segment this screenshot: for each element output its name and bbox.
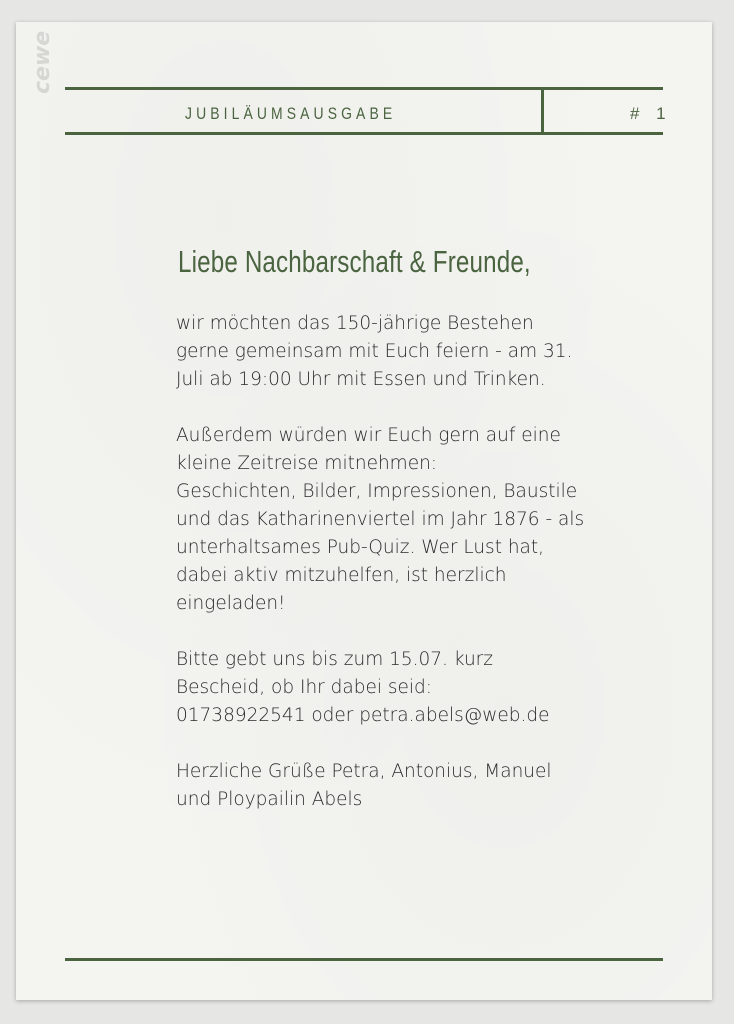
text-line: kleine Zeitreise mitnehmen: xyxy=(176,453,438,474)
letter-body xyxy=(176,310,646,842)
text-line: Juli ab 19:00 Uhr mit Essen und Trinken. xyxy=(176,369,546,390)
text-line: und das Katharinenviertel im Jahr 1876 - als xyxy=(176,509,585,530)
edition-label: JUBILÄUMSAUSGABE xyxy=(185,104,397,123)
salutation-heading: Liebe Nachbarschaft & Freunde, xyxy=(178,244,531,279)
text-line: Bescheid, ob Ihr dabei seid: xyxy=(176,677,433,698)
header-bottom-rule xyxy=(65,132,663,135)
text-line: Geschichten, Bilder, Impressionen, Baustile xyxy=(176,481,578,502)
text-line: gerne gemeinsam mit Euch feiern - am 31. xyxy=(176,341,573,362)
text-line: Außerdem würden wir Euch gern auf eine xyxy=(176,425,561,446)
issue-number: # 1 xyxy=(630,104,672,123)
paragraph-invitation xyxy=(176,310,646,394)
header-divider xyxy=(541,87,544,135)
contact-line: 01738922541 oder petra.abels@web.de xyxy=(176,705,550,726)
closing-signature xyxy=(176,758,646,814)
invitation-card xyxy=(16,22,712,1000)
text-line: und Ploypailin Abels xyxy=(176,789,363,810)
footer-rule xyxy=(65,958,663,961)
cewe-watermark-logo: cewe xyxy=(30,30,55,94)
text-line: dabei aktiv mitzuhelfen, ist herzlich xyxy=(176,565,507,586)
text-line: eingeladen! xyxy=(176,593,286,614)
paragraph-quiz xyxy=(176,422,646,618)
text-line: Herzliche Grüße Petra, Antonius, Manuel xyxy=(176,761,552,782)
text-line: unterhaltsames Pub-Quiz. Wer Lust hat, xyxy=(176,537,545,558)
text-line: Bitte gebt uns bis zum 15.07. kurz xyxy=(176,649,494,670)
text-line: wir möchten das 150-jährige Bestehen xyxy=(176,313,534,334)
header-top-rule xyxy=(65,87,663,90)
paragraph-rsvp xyxy=(176,646,646,730)
